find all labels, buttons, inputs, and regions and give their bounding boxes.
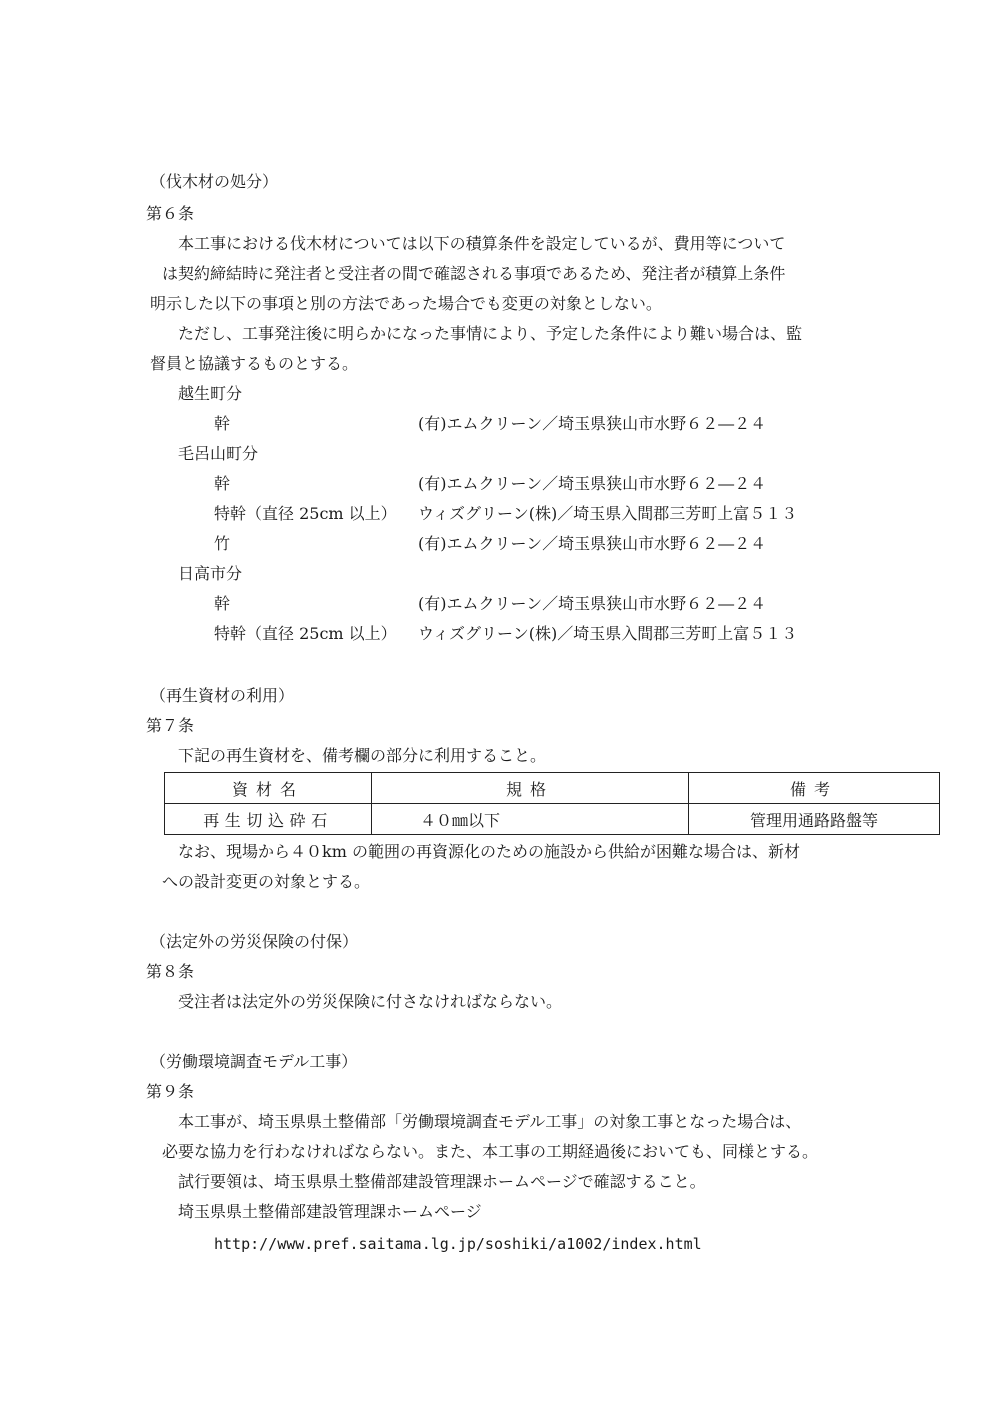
article-6-para2-line2: 督員と協議するものとする。 <box>150 354 359 373</box>
table-header-material: 資材名 <box>165 773 372 804</box>
table-cell-material: 再生切込砕石 <box>165 804 372 835</box>
article-6-label: 第６条 <box>146 204 195 223</box>
table-row <box>165 804 940 835</box>
disposal-destination: (有)エムクリーン／埼玉県狭山市水野６２―２４ <box>418 594 767 613</box>
disposal-destination: (有)エムクリーン／埼玉県狭山市水野６２―２４ <box>418 474 767 493</box>
article-9-label: 第９条 <box>146 1082 195 1101</box>
area-name-hidaka: 日高市分 <box>178 564 243 583</box>
disposal-item: 竹 <box>214 534 231 553</box>
table-header-remarks: 備考 <box>689 773 940 804</box>
disposal-item: 幹 <box>214 594 231 613</box>
table-cell-spec: ４０㎜以下 <box>372 804 689 835</box>
disposal-destination: ウィズグリーン(株)／埼玉県入間郡三芳町上富５１３ <box>418 504 798 523</box>
disposal-item: 幹 <box>214 474 231 493</box>
article-7-heading: （再生資材の利用） <box>150 686 295 705</box>
article-6-para2-line1: ただし、工事発注後に明らかになった事情により、予定した条件により難い場合は、監 <box>178 324 803 343</box>
article-9-para1-line1: 本工事が、埼玉県県土整備部「労働環境調査モデル工事」の対象工事となった場合は、 <box>178 1112 802 1131</box>
article-7-note-line2: への設計変更の対象とする。 <box>162 872 371 891</box>
table-header-spec: 規格 <box>372 773 689 804</box>
disposal-destination: (有)エムクリーン／埼玉県狭山市水野６２―２４ <box>418 414 767 433</box>
disposal-item: 幹 <box>214 414 231 433</box>
article-8-heading: （法定外の労災保険の付保） <box>150 932 359 951</box>
disposal-destination: ウィズグリーン(株)／埼玉県入間郡三芳町上富５１３ <box>418 624 798 643</box>
article-9-heading: （労働環境調査モデル工事） <box>150 1052 358 1071</box>
article-8-text: 受注者は法定外の労災保険に付さなければならない。 <box>178 992 563 1011</box>
article-6-heading: （伐木材の処分） <box>150 172 279 191</box>
article-9-para2: 試行要領は、埼玉県県土整備部建設管理課ホームページで確認すること。 <box>178 1172 706 1191</box>
table-header-row <box>165 773 940 804</box>
disposal-item: 特幹（直径 25cm 以上） <box>214 624 397 643</box>
recycled-material-table <box>164 772 940 835</box>
article-8-label: 第８条 <box>146 962 195 981</box>
disposal-item: 特幹（直径 25cm 以上） <box>214 504 397 523</box>
article-7-intro: 下記の再生資材を、備考欄の部分に利用すること。 <box>178 746 547 765</box>
area-name-moroyama: 毛呂山町分 <box>178 444 259 463</box>
homepage-url[interactable]: http://www.pref.saitama.lg.jp/soshiki/a1002/index.html <box>214 1235 702 1253</box>
homepage-label: 埼玉県県土整備部建設管理課ホームページ <box>178 1202 482 1221</box>
article-7-label: 第７条 <box>146 716 195 735</box>
article-7-note-line1: なお、現場から４０km の範囲の再資源化のための施設から供給が困難な場合は、新材 <box>178 842 800 861</box>
table-cell-remarks: 管理用通路路盤等 <box>689 804 940 835</box>
article-6-para1-line1: 本工事における伐木材については以下の積算条件を設定しているが、費用等について <box>178 234 786 253</box>
article-6-para1-line2: は契約締結時に発注者と受注者の間で確認される事項であるため、発注者が積算上条件 <box>162 264 786 283</box>
article-9-para1-line2: 必要な協力を行わなければならない。また、本工事の工期経過後においても、同様とする。 <box>162 1142 819 1161</box>
article-6-para1-line3: 明示した以下の事項と別の方法であった場合でも変更の対象としない。 <box>150 294 662 313</box>
disposal-destination: (有)エムクリーン／埼玉県狭山市水野６２―２４ <box>418 534 767 553</box>
area-name-ogose: 越生町分 <box>178 384 243 403</box>
